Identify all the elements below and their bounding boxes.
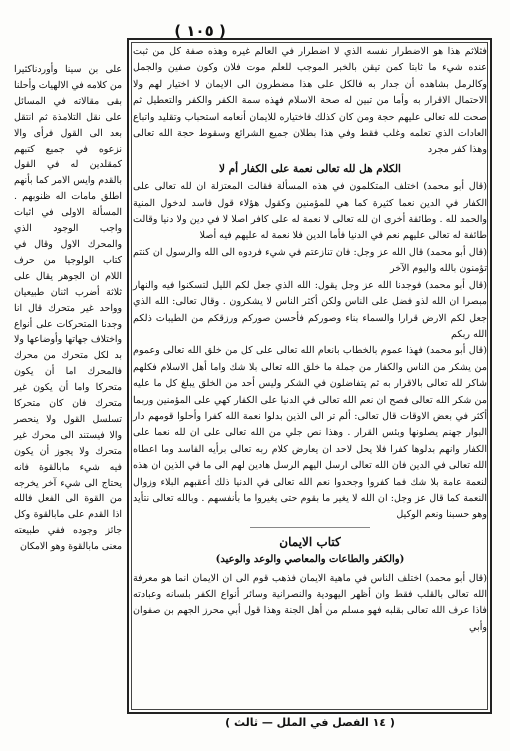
paragraph-2: (قال أبو محمد) قال الله عز وجل: فان تنازعتم في شيء فردوه الى الله والرسول ان كنتم تؤمنون بالله واليوم الآخر [133, 246, 487, 275]
chapter-title: كتاب الايمان [279, 534, 341, 549]
page-number: ( ١٠٥ ) [174, 22, 226, 40]
paragraph-5: (قال أبو محمد) اختلف الناس في ماهية الايمان فذهب قوم الى ان الايمان انما هو معرفة الله تعالى بالقلب فقط وان أظهر اليهودية والنصرانية وسائر أنواع الكفر بلسانه وعبادته فاذا عرف الله تعالى بقلبه فهو مسلم من أهل الجنة وهذا قول أبي محرز الجهم بن صفوان وأبي [133, 572, 487, 633]
separator-line [250, 527, 370, 528]
section-heading-blessings: الكلام هل لله تعالى نعمة على الكفار أم لا [219, 162, 401, 175]
intro-paragraph: فثلاثم هذا هو الاضطرار نفسه الذي لا اضطرار في العالم غيره وهذه صفة كل من ثبت عنده شيء ما ثابتا كمن تيقن بالخبر الموجب للعلم موت فلان وكون صفين والجمل وكالرمل بشاهده أن جدار به فالكل على هذا مضطرون الى الايمان لا اختيار لهم ولا الاحتمال الاقرار به وأما من تبين له صحة الاسلام فهذه سمة الكفر والكفر والتعطيل ثم صحت لله تعالى عليهم حجة ومن كان كذلك فاختياره للايمان أنعامه استحباب وتقليد واتباع العادات الذي تعلمه وغلب فقط وفي هذا بطلان جميع الشرائع وسقوط حجة الله تعالى وهذا كفر مجرد [133, 46, 487, 156]
chapter-subtitle: (والكفر والطاعات والمعاصي والوعد والوعيد) [215, 554, 405, 566]
margin-commentary: على بن سينا وأوردناكثيرا من كلامه في الالهيات وأحلنا بقى مقالاته في المسائل على نقل التلامذة ثم انتقل بعد الى القول فرأى والا نزعوه في جميع كتبهم كمقلدين له في القول بالقدم وايس الامر كما بأنهم اطلق مامات اله ظنوبهم . المسألة الاولى في اثبات واجب الوجود الذي والمحرك الاول وقال في كتاب الولوجيا من حرف اللام ان الجوهر يقال على ثلاثة أضرب اثنان طبيعيان وواحد غير متحرك قال انا وجدنا المتحركات على أنواع واختلاف جهاتها وأوضاعها ولا بد لكل متحرك من محرك فالمحرك اما أن يكون متحركا واما أن يكون غير متحرك فان كان متحركا تسلسل القول ولا ينحصر والا فيستند الى محرك غير متحرك ولا يجوز أن يكون فيه شيء مابالقوة فانه يحتاج الى شيء آخر يخرجه من القوة الى الفعل فالله اذا القدم على مابالقوة وكل جائز وجوده ففي طبيعته معنى مابالقوة وهو الامكان [14, 64, 122, 553]
paragraph-1: (قال أبو محمد) اختلف المتكلمون في هذه المسألة فقالت المعتزلة ان لله تعالى على الكفار في الدين نعما كثيرة كما هي للمؤمنين وكقول هؤلاء قول فاسد لدخول المنية والحمد لله . وطائفة أخرى ان لله تعالى لا نعمة له على كافر اصلا لا في دين ولا دنيا وقالت طائفة له تعالى عليهم نعم في الدنيا فأما الدين فلا نعمة له عليهم فيه أصلا [133, 181, 487, 242]
main-text-body [133, 44, 487, 636]
paragraph-3: (قال أبو محمد) فوجدنا الله عز وجل يقول: الله الذي جعل لكم الليل لتسكنوا فيه والنهار مبصرا ان الله لذو فضل على الناس ولكن أكثر الناس لا يشكرون . وقال تعالى: الله الذي جعل لكم الارض قرارا والسماء بناء وصوركم فأحسن صوركم ورزقكم من الطيبات ذلكم الله ربكم [133, 279, 487, 340]
paragraph-4: (قال أبو محمد) فهذا عموم بالخطاب بانعام الله تعالى على كل من خلق الله تعالى وعموم من يشكر من الناس والكفار من جملة ما خلق الله تعالى بلا شك واما أهل الاسلام فكلهم شاكر لله تعالى بالاقرار به ثم يتفاضلون في الشكر وليس أحد من الخلق يبلغ كل ما عليه من شكر الله تعالى فصح ان نعم الله تعالى في الدنيا على الكفار كهي على المؤمنين وربما أكثر في بعض الاوقات قال تعالى: ألم تر الى الذين بدلوا نعمة الله كفرا وأحلوا قومهم دار البوار جهنم يصلونها وبئس القرار . وهذا نص جلي من الله تعالى على ان لله نعما على الكفار وانهم بدلوها كفرا فلا يحل لاحد ان يعارض كلام ربه تعالى برأيه الفاسد وما اعطاه الله تعالى في الدين فان الله تعالى ارسل اليهم الرسل هادين لهم الى ما في الذين ان هذه لنعمة عامة بلا شك فما كفروا وجحدوا نعم الله تعالى في الدنيا ذلك أعقبهم البلاء وزوال النعمة كما قال عز وجل: ان الله لا يغير ما بقوم حتى يغيروا ما بأنفسهم . وبالله تعالى نتأيد وهو حسبنا ونعم الوكيل [133, 345, 487, 521]
page-footer: ( ١٤ الفصل في الملل — ثالث ) [225, 716, 395, 729]
